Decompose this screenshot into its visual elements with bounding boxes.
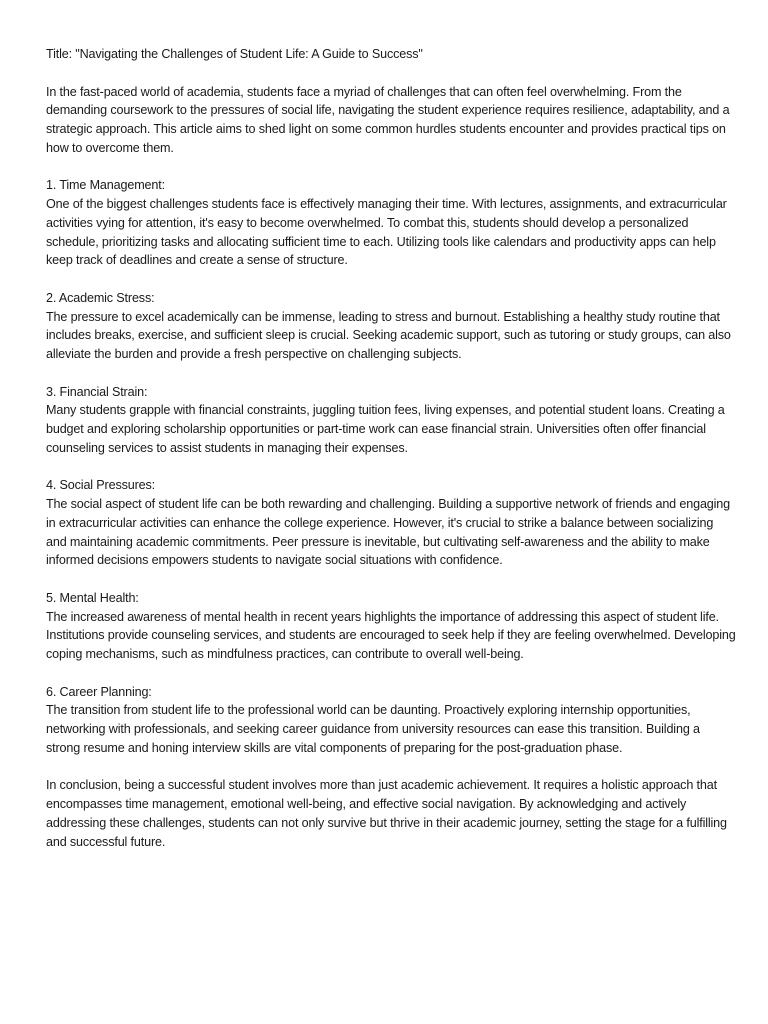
section-time-management: [46, 176, 736, 270]
section-heading: 5. Mental Health:: [46, 590, 139, 605]
section-body: The increased awareness of mental health in recent years highlights the importance of addressing this aspect of student life. Institutions provide counseling services, and students are encouraged to seek help if they are feeling overwhelmed. Developing coping mechanisms, such as mindfulness practices, can contribute to overall well-being.: [46, 609, 736, 661]
section-heading: 3. Financial Strain:: [46, 384, 148, 399]
section-social-pressures: [46, 476, 736, 570]
section-body: One of the biggest challenges students face is effectively managing their time. With lectures, assignments, and extracurricular activities vying for attention, it's easy to become overwhelmed. To combat this, students should develop a personalized schedule, prioritizing tasks and allocating sufficient time to each. Utilizing tools like calendars and productivity apps can help keep track of deadlines and create a sense of structure.: [46, 197, 727, 268]
section-academic-stress: [46, 289, 736, 364]
document-title: Title: "Navigating the Challenges of Student Life: A Guide to Success": [46, 47, 423, 61]
section-financial-strain: [46, 383, 736, 458]
section-body: Many students grapple with financial constraints, juggling tuition fees, living expenses, and potential student loans. Creating a budget and exploring scholarship opportunities or part-time work can ease financial strain. Universities often offer financial counseling services to assist students in managing their expenses.: [46, 403, 725, 455]
document-page: [46, 45, 736, 870]
conclusion-paragraph: In conclusion, being a successful student involves more than just academic achievement. It requires a holistic approach that encompasses time management, emotional well-being, and effective social navigation. By acknowledging and actively addressing these challenges, students can not only survive but thrive in their academic journey, setting the stage for a fulfilling and successful future.: [46, 778, 727, 849]
section-body: The social aspect of student life can be both rewarding and challenging. Building a supportive network of friends and engaging in extracurricular activities can enhance the college experience. However, it's crucial to strike a balance between socializing and maintaining academic commitments. Peer pressure is inevitable, but cultivating self-awareness and the ability to make informed decisions empowers students to navigate social situations with confidence.: [46, 497, 731, 568]
section-heading: 4. Social Pressures:: [46, 478, 155, 493]
section-heading: 6. Career Planning:: [46, 684, 152, 699]
section-heading: 2. Academic Stress:: [46, 290, 155, 305]
section-body: The transition from student life to the professional world can be daunting. Proactively exploring internship opportunities, networking with professionals, and seeking career guidance from university resources can ease this transition. Building a strong resume and honing interview skills are vital components of preparing for the post-graduation phase.: [46, 703, 700, 755]
section-career-planning: [46, 683, 736, 758]
section-mental-health: [46, 589, 736, 664]
intro-paragraph: In the fast-paced world of academia, students face a myriad of challenges that can often feel overwhelming. From the demanding coursework to the pressures of social life, navigating the student experience requires resilience, adaptability, and a strategic approach. This article aims to shed light on some common hurdles students encounter and provides practical tips on how to overcome them.: [46, 84, 730, 155]
section-heading: 1. Time Management:: [46, 178, 165, 193]
section-body: The pressure to excel academically can be immense, leading to stress and burnout. Establishing a healthy study routine that includes breaks, exercise, and sufficient sleep is crucial. Seeking academic support, such as tutoring or study groups, can also alleviate the burden and provide a fresh perspective on challenging subjects.: [46, 309, 731, 361]
